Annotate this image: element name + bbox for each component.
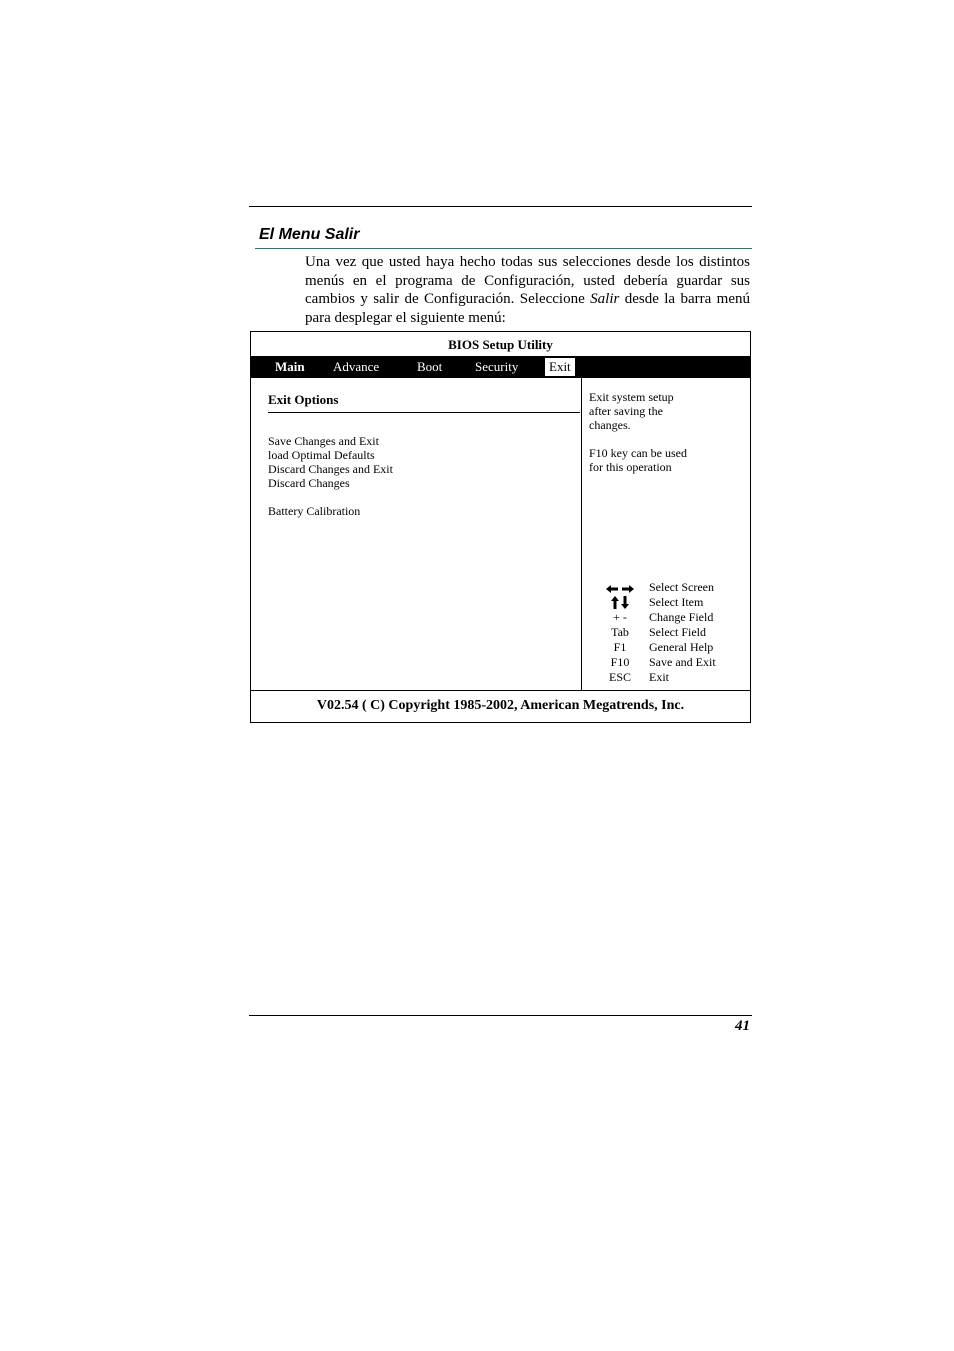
key-esc: ESC [608,670,631,684]
exit-options-rule [268,412,580,413]
help-line: changes. [589,418,631,432]
key-desc-exit: Exit [649,670,669,684]
intro-text-2: desde la barra menú para desplegar el siguiente menú: [305,291,750,326]
header-rule [249,206,752,207]
arrows-up-down-icon [601,596,639,609]
menu-main[interactable]: Main [275,359,305,374]
footer-rule [249,1015,752,1016]
help-line: after saving the [589,404,663,418]
intro-paragraph [305,253,750,327]
key-f10: F10 [610,655,630,669]
key-desc-select-screen: Select Screen [649,580,714,594]
menu-exit[interactable]: Exit [545,358,575,376]
key-desc-general-help: General Help [649,640,714,654]
menu-boot[interactable]: Boot [417,359,443,374]
bios-menubar [251,356,750,378]
key-f1: F1 [613,640,627,654]
key-desc-select-item: Select Item [649,595,704,609]
intro-text-italic: Salir [590,291,620,307]
intro-text-1: Una vez que usted haya hecho todas sus selecciones desde los distintos menús en el programa de Configuración, usted debería guardar sus cambios y salir de Configuración. Seleccione [305,254,750,307]
key-plus-minus: + - [613,610,627,624]
key-desc-change-field: Change Field [649,610,714,624]
option-battery-calibration[interactable]: Battery Calibration [268,504,361,518]
help-line: for this operation [589,460,672,474]
menu-security[interactable]: Security [475,359,519,374]
key-tab: Tab [611,625,629,639]
option-save-changes-and-exit[interactable]: Save Changes and Exit [268,434,379,448]
section-title-rule [255,248,752,249]
help-line: F10 key can be used [589,446,687,460]
option-discard-changes-and-exit[interactable]: Discard Changes and Exit [268,462,393,476]
page-number: 41 [735,1018,750,1034]
exit-options-title: Exit Options [268,392,339,407]
option-load-optimal-defaults[interactable]: load Optimal Defaults [268,448,375,462]
key-desc-save-and-exit: Save and Exit [649,655,716,669]
bios-screenshot [250,331,751,723]
help-line: Exit system setup [589,390,674,404]
section-title: El Menu Salir [259,226,360,243]
bios-footer: V02.54 ( C) Copyright 1985-2002, American Megatrends, Inc. [316,698,685,713]
bios-title: BIOS Setup Utility [448,337,553,352]
panel-divider [581,378,582,690]
arrows-left-right-icon [601,584,639,594]
option-discard-changes[interactable]: Discard Changes [268,476,350,490]
menu-advance[interactable]: Advance [333,359,380,374]
key-desc-select-field: Select Field [649,625,706,639]
